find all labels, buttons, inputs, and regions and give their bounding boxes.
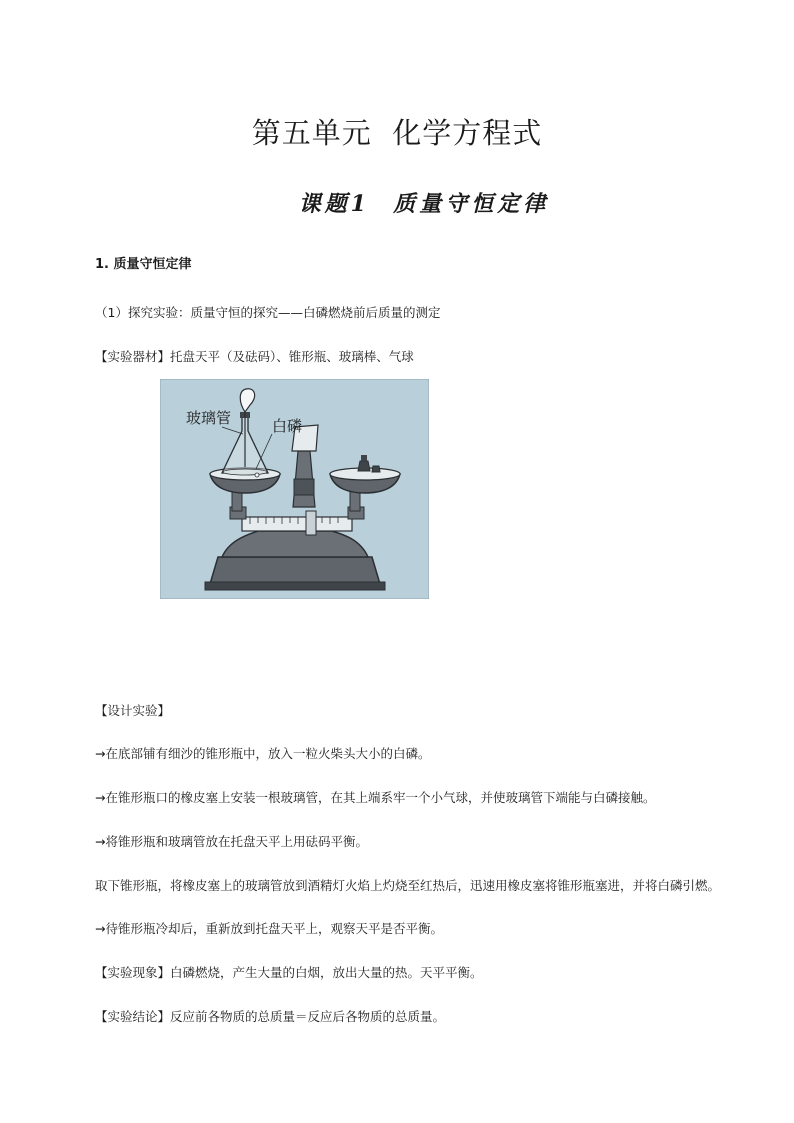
design-step: →在锥形瓶口的橡皮塞上安装一根玻璃管，在其上端系牢一个小气球，并使玻璃管下端能与白磷接触。 (95, 790, 656, 805)
label-glass-tube: 玻璃管 (186, 409, 232, 427)
section-heading: 1. 质量守恒定律 (95, 257, 192, 272)
design-step: 取下锥形瓶，将橡皮塞上的玻璃管放到酒精灯火焰上灼烧至红热后，迅速用橡皮塞将锥形瓶塞进，并将白磷引燃。 (95, 878, 721, 893)
label-white-phosphorus: 白磷 (272, 417, 303, 435)
design-step: →将锥形瓶和玻璃管放在托盘天平上用砝码平衡。 (95, 834, 368, 849)
design-heading: 【设计实验】 (95, 703, 171, 718)
conclusion-line: 【实验结论】反应前各物质的总质量＝反应后各物质的总质量。 (95, 1009, 446, 1024)
balance-figure (160, 379, 429, 599)
design-step: →待锥形瓶冷却后，重新放到托盘天平上，观察天平是否平衡。 (95, 921, 443, 936)
design-step: →在底部铺有细沙的锥形瓶中，放入一粒火柴头大小的白磷。 (95, 746, 431, 761)
experiment-subheading: （1）探究实验：质量守恒的探究——白磷燃烧前后质量的测定 (95, 305, 441, 320)
equipment-line: 【实验器材】托盘天平（及砝码）、锥形瓶、玻璃棒、气球 (95, 349, 414, 364)
lesson-title: 课题1 质量守恒定律 (298, 191, 550, 217)
phenomenon-line: 【实验现象】白磷燃烧，产生大量的白烟，放出大量的热。天平平衡。 (95, 965, 483, 980)
balance-illustration (160, 379, 429, 599)
unit-title: 第五单元 化学方程式 (251, 116, 543, 150)
